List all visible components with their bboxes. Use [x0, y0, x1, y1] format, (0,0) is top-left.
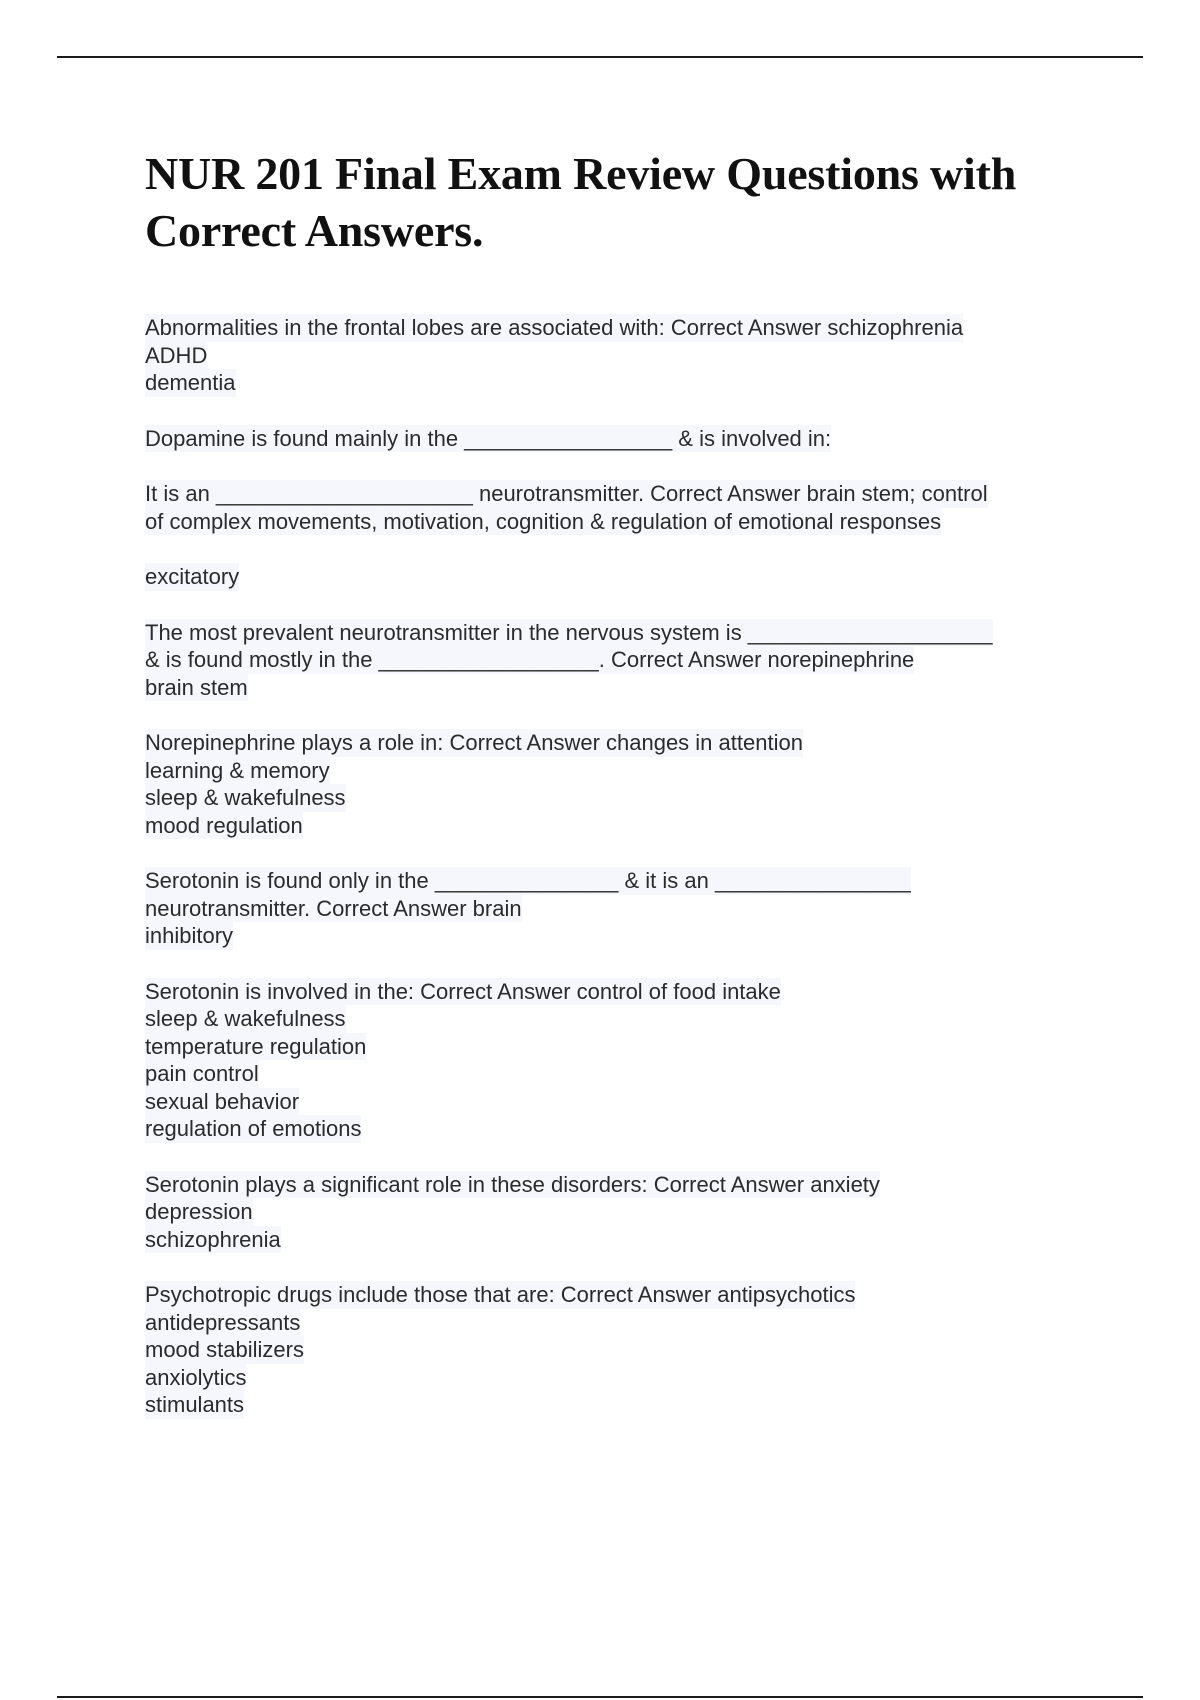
qa-line: & is found mostly in the __________________. Correct Answer norepinephrine: [145, 647, 915, 672]
title-line-1: NUR 201 Final Exam Review Questions with: [145, 148, 1017, 199]
qa-line: sleep & wakefulness: [145, 785, 346, 810]
qa-line: ADHD: [145, 342, 208, 368]
bottom-divider: [57, 1696, 1143, 1698]
qa-item: [145, 1281, 1105, 1419]
qa-line: Serotonin plays a significant role in these disorders: Correct Answer anxiety: [145, 1171, 880, 1197]
qa-line: Psychotropic drugs include those that are: Correct Answer antipsychotics: [145, 1282, 856, 1307]
qa-line: Abnormalities in the frontal lobes are associated with: Correct Answer schizophrenia: [145, 315, 964, 340]
qa-line: stimulants: [145, 1392, 245, 1417]
qa-line: temperature regulation: [145, 1033, 367, 1059]
qa-line: It is an _____________________ neurotransmitter. Correct Answer brain stem; control: [145, 481, 988, 506]
qa-line: antidepressants: [145, 1309, 301, 1335]
qa-line: Dopamine is found mainly in the _________________ & is involved in:: [145, 425, 832, 451]
qa-line: anxiolytics: [145, 1364, 247, 1390]
qa-item: [145, 619, 1105, 702]
qa-line: learning & memory: [145, 757, 330, 783]
qa-line: pain control: [145, 1061, 259, 1086]
qa-line: depression: [145, 1199, 253, 1224]
qa-item: [145, 314, 1105, 397]
qa-line: The most prevalent neurotransmitter in the nervous system is ____________________: [145, 619, 993, 645]
document-title: [145, 145, 1105, 259]
qa-line: mood regulation: [145, 812, 303, 838]
qa-line: Norepinephrine plays a role in: Correct Answer changes in attention: [145, 730, 803, 755]
qa-line: inhibitory: [145, 923, 234, 948]
title-line-2: Correct Answers.: [145, 205, 484, 256]
qa-item: [145, 978, 1105, 1143]
top-divider: [57, 56, 1143, 58]
qa-line: excitatory: [145, 564, 240, 589]
qa-line: mood stabilizers: [145, 1337, 304, 1362]
qa-line: brain stem: [145, 674, 248, 700]
qa-line: neurotransmitter. Correct Answer brain: [145, 895, 522, 921]
qa-line: Serotonin is found only in the _______________ & it is an ________________: [145, 868, 911, 893]
document-body: [145, 145, 1105, 1447]
qa-item: [145, 867, 1105, 950]
qa-line: of complex movements, motivation, cognition & regulation of emotional responses: [145, 508, 942, 534]
qa-line: Serotonin is involved in the: Correct Answer control of food intake: [145, 978, 781, 1004]
qa-item: [145, 1171, 1105, 1254]
qa-item: [145, 425, 1105, 453]
qa-item: [145, 729, 1105, 839]
qa-line: dementia: [145, 370, 236, 395]
qa-list: [145, 314, 1105, 1419]
qa-line: schizophrenia: [145, 1226, 281, 1252]
qa-line: regulation of emotions: [145, 1116, 362, 1141]
qa-item: [145, 563, 1105, 591]
qa-item: [145, 480, 1105, 535]
qa-line: sleep & wakefulness: [145, 1006, 346, 1031]
qa-line: sexual behavior: [145, 1088, 300, 1114]
